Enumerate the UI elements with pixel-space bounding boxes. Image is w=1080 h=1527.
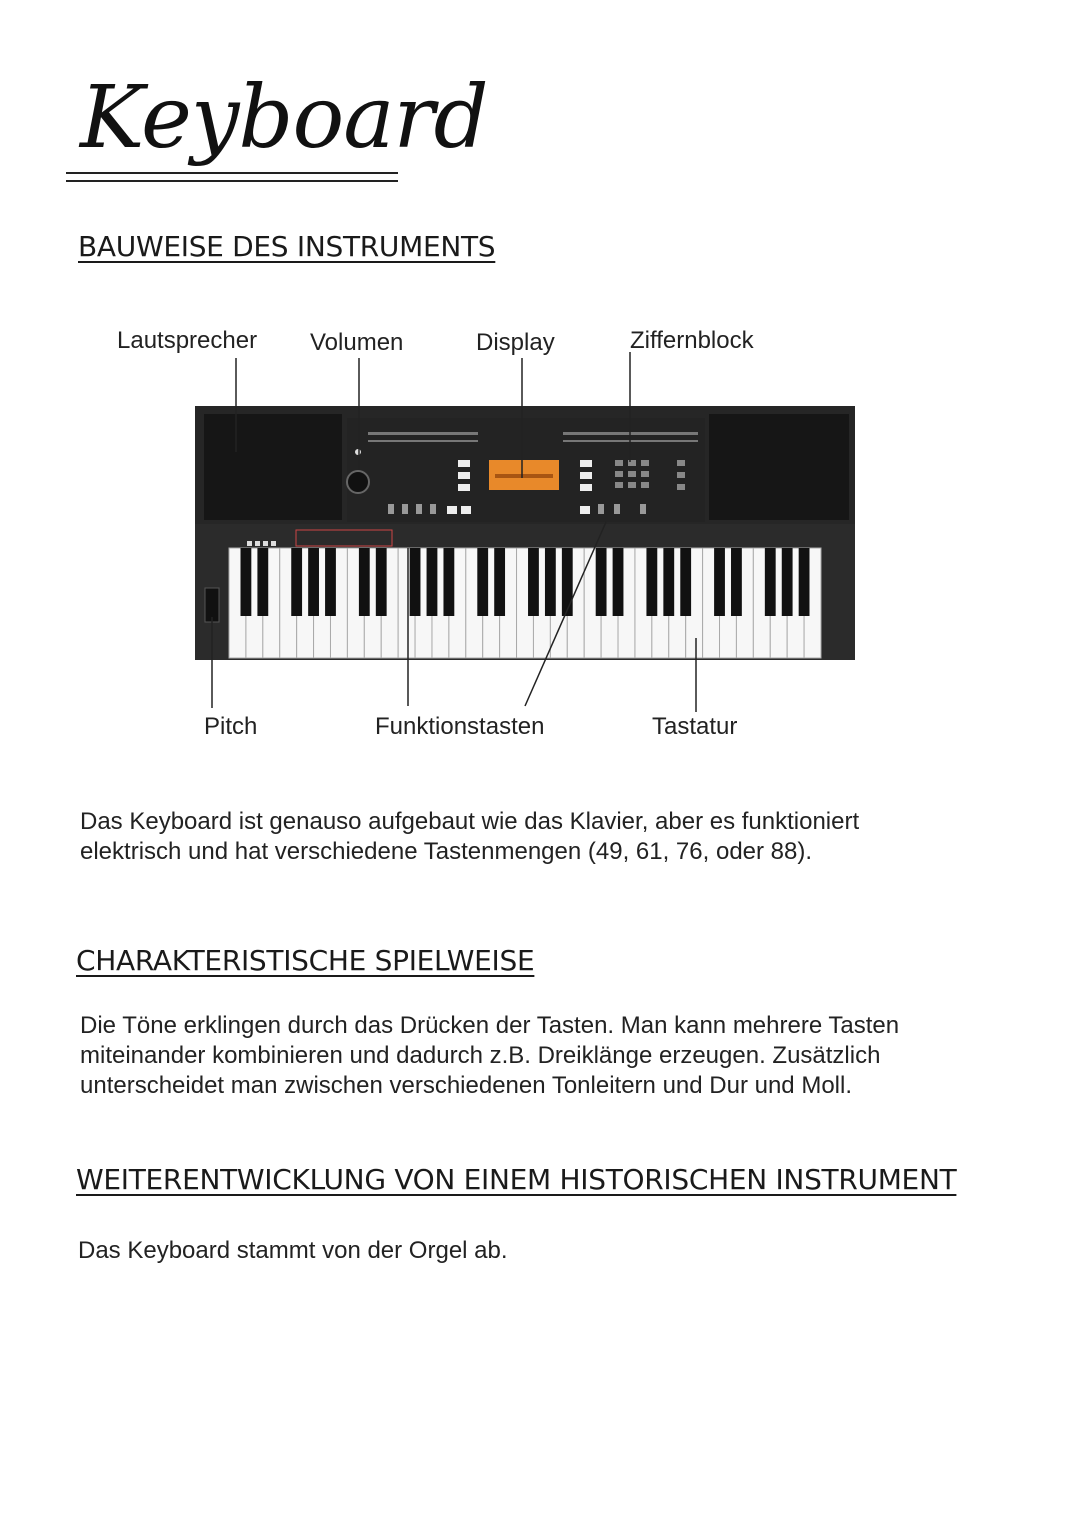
- control-panel: [347, 418, 705, 522]
- label-pitch: Pitch: [204, 713, 258, 740]
- white-key: [466, 548, 483, 658]
- white-key: [770, 548, 787, 658]
- black-key: [596, 548, 607, 616]
- black-key: [714, 548, 725, 616]
- white-key: [601, 548, 618, 658]
- bauweise-text: Das Keyboard ist genauso aufgebaut wie das Klavier, aber es funktioniert elektrisch und hat verschiedene Tastenmengen (49, 61, 76, oder 88).: [80, 808, 860, 865]
- label-volumen: Volumen: [310, 329, 404, 356]
- speaker-right: [709, 414, 849, 520]
- white-key: [398, 548, 415, 658]
- black-key: [359, 548, 370, 616]
- black-key: [427, 548, 438, 616]
- black-key: [443, 548, 454, 616]
- white-key: [483, 548, 500, 658]
- black-key: [545, 548, 556, 616]
- white-key: [364, 548, 381, 658]
- white-key: [517, 548, 534, 658]
- title-underline: [66, 172, 398, 174]
- white-key: [736, 548, 753, 658]
- white-key: [753, 548, 770, 658]
- white-key: [381, 548, 398, 658]
- black-key: [765, 548, 776, 616]
- black-key: [562, 548, 573, 616]
- white-key: [533, 548, 550, 658]
- pointer-lines: [212, 352, 696, 712]
- label-ziffernblock: Ziffernblock: [630, 327, 754, 354]
- white-key: [347, 548, 364, 658]
- white-key: [567, 548, 584, 658]
- display-screen: [489, 460, 559, 490]
- spielweise-text: Die Töne erklingen durch das Drücken der Tasten. Man kann mehrere Tasten miteinander kombinieren und dadurch z.B. Dreiklänge erzeugen. Zusätzlich unterscheidet man zwischen verschiedenen Tonleitern und Dur und Moll.: [80, 1012, 900, 1099]
- black-key: [291, 548, 302, 616]
- black-key: [663, 548, 674, 616]
- label-tastatur: Tastatur: [652, 713, 738, 740]
- speaker-left: [204, 414, 342, 520]
- white-key: [618, 548, 635, 658]
- numpad: [615, 460, 685, 490]
- black-key: [410, 548, 421, 616]
- black-key: [731, 548, 742, 616]
- black-key: [308, 548, 319, 616]
- white-key: [297, 548, 314, 658]
- keybed: [229, 548, 821, 658]
- white-key: [550, 548, 567, 658]
- black-key: [528, 548, 539, 616]
- white-key: [686, 548, 703, 658]
- black-key: [646, 548, 657, 616]
- white-key: [246, 548, 263, 658]
- white-key: [314, 548, 331, 658]
- label-lautsprecher: Lautsprecher: [117, 327, 258, 354]
- white-key: [229, 548, 246, 658]
- black-key: [477, 548, 488, 616]
- black-key: [494, 548, 505, 616]
- white-key: [652, 548, 669, 658]
- white-key: [669, 548, 686, 658]
- white-key: [330, 548, 347, 658]
- black-key: [241, 548, 252, 616]
- black-key: [782, 548, 793, 616]
- title-underline-second: [66, 180, 398, 182]
- white-key: [584, 548, 601, 658]
- heading-spielweise: CHARAKTERISTISCHE SPIELWEISE: [76, 944, 535, 977]
- white-key: [804, 548, 821, 658]
- white-key: [787, 548, 804, 658]
- white-key: [635, 548, 652, 658]
- white-key: [703, 548, 720, 658]
- black-key: [257, 548, 268, 616]
- heading-weiterentwicklung: WEITERENTWICKLUNG VON EINEM HISTORISCHEN INSTRUMENT: [76, 1163, 957, 1196]
- black-key: [613, 548, 624, 616]
- black-key: [325, 548, 336, 616]
- label-funktionstasten: Funktionstasten: [375, 713, 545, 740]
- black-key: [376, 548, 387, 616]
- white-key: [263, 548, 280, 658]
- keyboard-body: [195, 406, 855, 660]
- black-key: [799, 548, 810, 616]
- white-key: [449, 548, 466, 658]
- heading-bauweise: BAUWEISE DES INSTRUMENTS: [78, 230, 496, 263]
- white-key: [500, 548, 517, 658]
- white-key: [280, 548, 297, 658]
- white-key: [432, 548, 449, 658]
- page-title: Keyboard: [80, 68, 488, 168]
- volume-knob: [347, 471, 369, 493]
- white-key: [720, 548, 737, 658]
- pitch-wheel: [205, 588, 219, 622]
- white-key: [415, 548, 432, 658]
- weiterentwicklung-text: Das Keyboard stammt von der Orgel ab.: [78, 1237, 508, 1264]
- label-display: Display: [476, 329, 555, 356]
- black-key: [680, 548, 691, 616]
